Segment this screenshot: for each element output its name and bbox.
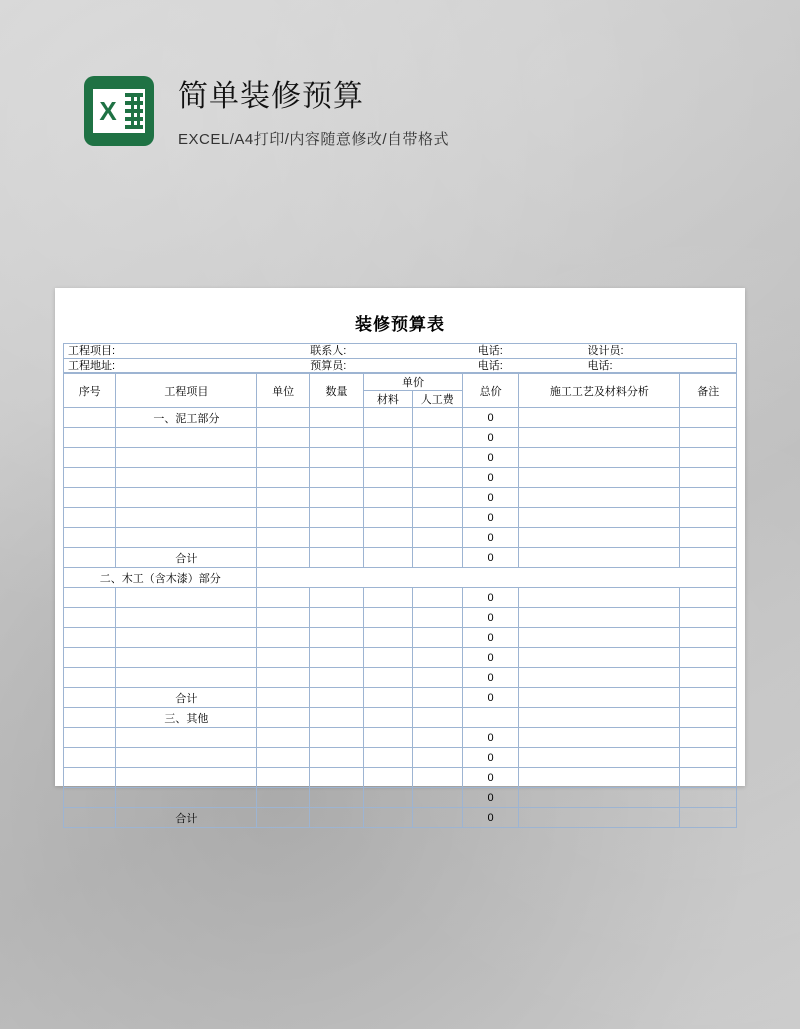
cell-seq[interactable] <box>64 548 116 568</box>
project-info-row <box>63 358 737 373</box>
cell-seq[interactable] <box>64 668 116 688</box>
cell-unit[interactable] <box>257 428 309 448</box>
cell-unit[interactable] <box>257 628 309 648</box>
cell-unit[interactable] <box>257 588 309 608</box>
cell-material[interactable] <box>364 768 412 788</box>
cell-item[interactable] <box>116 628 257 648</box>
cell-labor[interactable] <box>412 748 462 768</box>
cell-unit[interactable] <box>257 548 309 568</box>
table-row <box>64 628 737 648</box>
cell-material[interactable] <box>364 628 412 648</box>
cell-material[interactable] <box>364 728 412 748</box>
cell-craft[interactable] <box>519 588 680 608</box>
cell-unit[interactable] <box>257 488 309 508</box>
cell-craft[interactable] <box>519 668 680 688</box>
cell-qty[interactable] <box>309 608 363 628</box>
cell-unit[interactable] <box>257 708 309 728</box>
subtotal-value[interactable]: 0 <box>462 548 518 568</box>
cell-qty[interactable] <box>309 708 363 728</box>
cell-material[interactable] <box>364 608 412 628</box>
cell-seq[interactable] <box>64 428 116 448</box>
table-header <box>64 374 737 408</box>
spreadsheet-preview <box>55 288 745 825</box>
cell-craft[interactable] <box>519 748 680 768</box>
cell-item[interactable] <box>116 608 257 628</box>
header-text-block <box>178 76 449 149</box>
cell-unit[interactable] <box>257 608 309 628</box>
col-header-unit: 单位 <box>257 374 309 408</box>
cell-unit[interactable] <box>257 788 309 808</box>
cell-seq[interactable] <box>64 528 116 548</box>
cell-qty[interactable] <box>309 668 363 688</box>
col-header-total: 总价 <box>462 374 518 408</box>
cell-material[interactable] <box>364 448 412 468</box>
cell-craft[interactable] <box>519 648 680 668</box>
cell-total[interactable]: 0 <box>462 648 518 668</box>
table-row <box>64 768 737 788</box>
cell-seq[interactable] <box>64 488 116 508</box>
cell-remark[interactable] <box>680 548 737 568</box>
cell-qty[interactable] <box>309 528 363 548</box>
subtotal-label[interactable]: 合计 <box>116 688 257 708</box>
cell-qty[interactable] <box>309 768 363 788</box>
cell-craft[interactable] <box>519 768 680 788</box>
cell-total[interactable]: 0 <box>462 508 518 528</box>
cell-total[interactable] <box>462 708 518 728</box>
cell-seq[interactable] <box>64 748 116 768</box>
cell-total[interactable]: 0 <box>462 588 518 608</box>
cell-labor[interactable] <box>412 768 462 788</box>
table-row <box>64 608 737 628</box>
cell-remark[interactable] <box>680 448 737 468</box>
cell-total[interactable]: 0 <box>462 668 518 688</box>
section-header-row <box>64 568 737 588</box>
cell-craft[interactable] <box>519 428 680 448</box>
section-header-row <box>64 408 737 428</box>
cell-labor[interactable] <box>412 428 462 448</box>
cell-qty[interactable] <box>309 508 363 528</box>
cell-total[interactable]: 0 <box>462 788 518 808</box>
page-title: 简单装修预算 <box>178 80 364 113</box>
cell-labor[interactable] <box>412 468 462 488</box>
table-row <box>64 448 737 468</box>
cell-craft[interactable] <box>519 708 680 728</box>
budget-table <box>63 373 737 828</box>
col-header-craft: 施工工艺及材料分析 <box>519 374 680 408</box>
cell-item[interactable] <box>116 588 257 608</box>
cell-total[interactable]: 0 <box>462 468 518 488</box>
cell-seq[interactable] <box>64 768 116 788</box>
cell-remark[interactable] <box>680 728 737 748</box>
cell-material[interactable] <box>364 808 412 828</box>
cell-remark[interactable] <box>680 488 737 508</box>
cell-item[interactable] <box>116 508 257 528</box>
col-header-remark: 备注 <box>680 374 737 408</box>
cell-craft[interactable] <box>519 608 680 628</box>
cell-total[interactable]: 0 <box>462 528 518 548</box>
cell-qty[interactable] <box>309 428 363 448</box>
cell-craft[interactable] <box>519 468 680 488</box>
table-row <box>64 668 737 688</box>
cell-qty[interactable] <box>309 488 363 508</box>
cell-labor[interactable] <box>412 808 462 828</box>
col-header-seq: 序号 <box>64 374 116 408</box>
cell-seq[interactable] <box>64 508 116 528</box>
cell-qty[interactable] <box>309 688 363 708</box>
info-project-label: 工程项目: <box>68 345 116 357</box>
cell-item[interactable] <box>116 488 257 508</box>
cell-unit[interactable] <box>257 728 309 748</box>
cell-seq[interactable] <box>64 708 116 728</box>
cell-material[interactable] <box>364 408 412 428</box>
cell-item[interactable] <box>116 428 257 448</box>
subtotal-value[interactable]: 0 <box>462 688 518 708</box>
table-row <box>64 748 737 768</box>
cell-seq[interactable] <box>64 408 116 428</box>
cell-item[interactable] <box>116 728 257 748</box>
table-row <box>64 648 737 668</box>
cell-labor[interactable] <box>412 608 462 628</box>
cell-unit[interactable] <box>257 688 309 708</box>
cell-qty[interactable] <box>309 588 363 608</box>
section-header-row <box>64 708 737 728</box>
cell-craft[interactable] <box>519 508 680 528</box>
table-row <box>64 588 737 608</box>
excel-logo-icon <box>84 76 154 146</box>
cell-craft[interactable] <box>519 408 680 428</box>
info-phone3-label: 电话: <box>587 360 613 372</box>
cell-qty[interactable] <box>309 468 363 488</box>
cell-qty[interactable] <box>309 648 363 668</box>
cell-qty[interactable] <box>309 548 363 568</box>
subtotal-row <box>64 688 737 708</box>
table-row <box>64 528 737 548</box>
cell-labor[interactable] <box>412 788 462 808</box>
cell-craft[interactable] <box>519 448 680 468</box>
cell-unit[interactable] <box>257 468 309 488</box>
cell-craft[interactable] <box>519 788 680 808</box>
cell-craft[interactable] <box>519 688 680 708</box>
cell-total[interactable]: 0 <box>462 488 518 508</box>
cell-unit[interactable] <box>257 408 309 428</box>
cell-unit[interactable] <box>257 648 309 668</box>
cell-craft[interactable] <box>519 488 680 508</box>
cell-labor[interactable] <box>412 728 462 748</box>
section-spacer-cell[interactable] <box>257 568 737 588</box>
cell-remark[interactable] <box>680 528 737 548</box>
cell-item[interactable] <box>116 648 257 668</box>
col-header-material: 材料 <box>364 391 412 408</box>
cell-craft[interactable] <box>519 548 680 568</box>
cell-labor[interactable] <box>412 668 462 688</box>
cell-material[interactable] <box>364 488 412 508</box>
cell-seq[interactable] <box>64 648 116 668</box>
cell-remark[interactable] <box>680 788 737 808</box>
cell-material[interactable] <box>364 468 412 488</box>
cell-seq[interactable] <box>64 448 116 468</box>
cell-item[interactable] <box>116 448 257 468</box>
cell-total[interactable]: 0 <box>462 428 518 448</box>
info-phone-label: 电话: <box>477 345 503 357</box>
cell-labor[interactable] <box>412 628 462 648</box>
table-row <box>64 428 737 448</box>
cell-seq[interactable] <box>64 788 116 808</box>
table-row <box>64 788 737 808</box>
cell-unit[interactable] <box>257 528 309 548</box>
cell-qty[interactable] <box>309 628 363 648</box>
cell-qty[interactable] <box>309 808 363 828</box>
cell-labor[interactable] <box>412 508 462 528</box>
cell-remark[interactable] <box>680 768 737 788</box>
cell-remark[interactable] <box>680 408 737 428</box>
table-row <box>64 468 737 488</box>
cell-unit[interactable] <box>257 508 309 528</box>
cell-seq[interactable] <box>64 588 116 608</box>
cell-item[interactable] <box>116 768 257 788</box>
subtotal-row <box>64 808 737 828</box>
cell-labor[interactable] <box>412 688 462 708</box>
cell-total[interactable]: 0 <box>462 448 518 468</box>
project-info-block <box>63 343 737 373</box>
cell-craft[interactable] <box>519 808 680 828</box>
cell-labor[interactable] <box>412 408 462 428</box>
cell-labor[interactable] <box>412 648 462 668</box>
cell-craft[interactable] <box>519 628 680 648</box>
cell-qty[interactable] <box>309 788 363 808</box>
cell-remark[interactable] <box>680 668 737 688</box>
cell-seq[interactable] <box>64 808 116 828</box>
cell-unit[interactable] <box>257 668 309 688</box>
cell-remark[interactable] <box>680 508 737 528</box>
cell-total[interactable]: 0 <box>462 408 518 428</box>
cell-total[interactable]: 0 <box>462 608 518 628</box>
cell-remark[interactable] <box>680 468 737 488</box>
cell-seq[interactable] <box>64 728 116 748</box>
cell-total[interactable]: 0 <box>462 768 518 788</box>
cell-material[interactable] <box>364 548 412 568</box>
sheet-title: 装修预算表 <box>355 315 445 334</box>
excel-logo-grid <box>123 89 145 133</box>
page-subtitle: EXCEL/A4打印/内容随意修改/自带格式 <box>178 131 450 148</box>
cell-material[interactable] <box>364 748 412 768</box>
cell-seq[interactable] <box>64 688 116 708</box>
info-designer-label: 设计员: <box>587 345 624 357</box>
cell-item[interactable] <box>116 748 257 768</box>
cell-unit[interactable] <box>257 808 309 828</box>
cell-total[interactable]: 0 <box>462 728 518 748</box>
col-header-labor: 人工费 <box>412 391 462 408</box>
subtotal-label[interactable]: 合计 <box>116 548 257 568</box>
cell-seq[interactable] <box>64 628 116 648</box>
cell-craft[interactable] <box>519 528 680 548</box>
cell-material[interactable] <box>364 508 412 528</box>
cell-remark[interactable] <box>680 588 737 608</box>
cell-material[interactable] <box>364 648 412 668</box>
cell-material[interactable] <box>364 528 412 548</box>
cell-material[interactable] <box>364 428 412 448</box>
cell-material[interactable] <box>364 688 412 708</box>
cell-remark[interactable] <box>680 648 737 668</box>
cell-unit[interactable] <box>257 748 309 768</box>
cell-labor[interactable] <box>412 528 462 548</box>
col-header-price-group: 单价 <box>364 374 463 391</box>
cell-remark[interactable] <box>680 808 737 828</box>
info-address-label: 工程地址: <box>68 360 116 372</box>
cell-unit[interactable] <box>257 768 309 788</box>
section-name[interactable]: 二、木工（含木漆）部分 <box>64 568 257 588</box>
info-phone2-label: 电话: <box>477 360 503 372</box>
cell-qty[interactable] <box>309 728 363 748</box>
col-header-item: 工程项目 <box>116 374 257 408</box>
table-row <box>64 508 737 528</box>
section-name[interactable]: 三、其他 <box>116 708 257 728</box>
table-row <box>64 488 737 508</box>
excel-logo-letter: X <box>93 89 123 133</box>
cell-unit[interactable] <box>257 448 309 468</box>
cell-material[interactable] <box>364 788 412 808</box>
subtotal-value[interactable]: 0 <box>462 808 518 828</box>
col-header-qty: 数量 <box>309 374 363 408</box>
subtotal-row <box>64 548 737 568</box>
page-header <box>84 76 449 149</box>
cell-item[interactable] <box>116 788 257 808</box>
cell-material[interactable] <box>364 708 412 728</box>
info-estimator-label: 预算员: <box>310 360 347 372</box>
cell-total[interactable]: 0 <box>462 748 518 768</box>
cell-labor[interactable] <box>412 708 462 728</box>
table-body <box>64 408 737 828</box>
cell-remark[interactable] <box>680 428 737 448</box>
cell-labor[interactable] <box>412 548 462 568</box>
cell-remark[interactable] <box>680 688 737 708</box>
cell-total[interactable]: 0 <box>462 628 518 648</box>
cell-remark[interactable] <box>680 628 737 648</box>
cell-qty[interactable] <box>309 448 363 468</box>
cell-material[interactable] <box>364 668 412 688</box>
project-info-row <box>63 343 737 358</box>
cell-material[interactable] <box>364 588 412 608</box>
cell-qty[interactable] <box>309 408 363 428</box>
cell-item[interactable] <box>116 668 257 688</box>
cell-remark[interactable] <box>680 608 737 628</box>
cell-item[interactable] <box>116 468 257 488</box>
cell-remark[interactable] <box>680 708 737 728</box>
cell-qty[interactable] <box>309 748 363 768</box>
cell-labor[interactable] <box>412 588 462 608</box>
cell-seq[interactable] <box>64 608 116 628</box>
cell-labor[interactable] <box>412 488 462 508</box>
section-name[interactable]: 一、泥工部分 <box>116 408 257 428</box>
cell-remark[interactable] <box>680 748 737 768</box>
cell-seq[interactable] <box>64 468 116 488</box>
table-row <box>64 728 737 748</box>
subtotal-label[interactable]: 合计 <box>116 808 257 828</box>
cell-labor[interactable] <box>412 448 462 468</box>
cell-craft[interactable] <box>519 728 680 748</box>
info-contact-label: 联系人: <box>310 345 347 357</box>
table-header-row <box>64 374 737 391</box>
cell-item[interactable] <box>116 528 257 548</box>
